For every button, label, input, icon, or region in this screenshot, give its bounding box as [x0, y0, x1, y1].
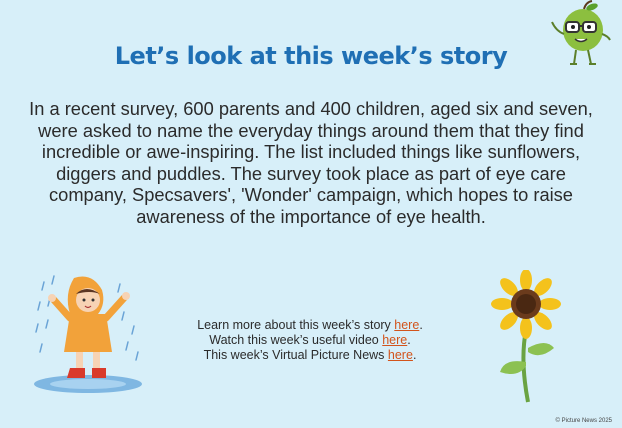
video-link-line: [160, 333, 460, 348]
girl-in-rain-illustration: [30, 272, 150, 396]
story-here-link[interactable]: here: [394, 318, 420, 332]
sunflower-illustration: [488, 270, 564, 404]
page-title: Let’s look at this week’s story: [114, 42, 508, 70]
vpn-link-end: .: [412, 348, 417, 362]
resource-links: [160, 318, 460, 363]
story-link-end: .: [419, 318, 423, 332]
copyright-text: © Picture News 2025: [555, 418, 612, 424]
vpn-link-text: This week’s Virtual Picture News: [203, 348, 388, 362]
video-here-link[interactable]: here: [382, 333, 408, 347]
video-link-text: Watch this week’s useful video: [209, 333, 383, 347]
vpn-here-link[interactable]: here: [387, 348, 413, 362]
story-link-text: Learn more about this week’s story: [197, 318, 395, 332]
story-paragraph: In a recent survey, 600 parents and 400 children, aged six and seven, were asked to name the everyday things around them that they find incredible or awe-inspiring. The list included things like sunflowers, diggers and puddles. The survey took place as part of eye care company, Specsavers', 'Wonder' campaign, which hopes to raise awareness of the importance of eye health.: [29, 98, 593, 227]
video-link-end: .: [407, 333, 411, 347]
story-link-line: [160, 318, 460, 333]
vpn-link-line: [160, 348, 460, 363]
